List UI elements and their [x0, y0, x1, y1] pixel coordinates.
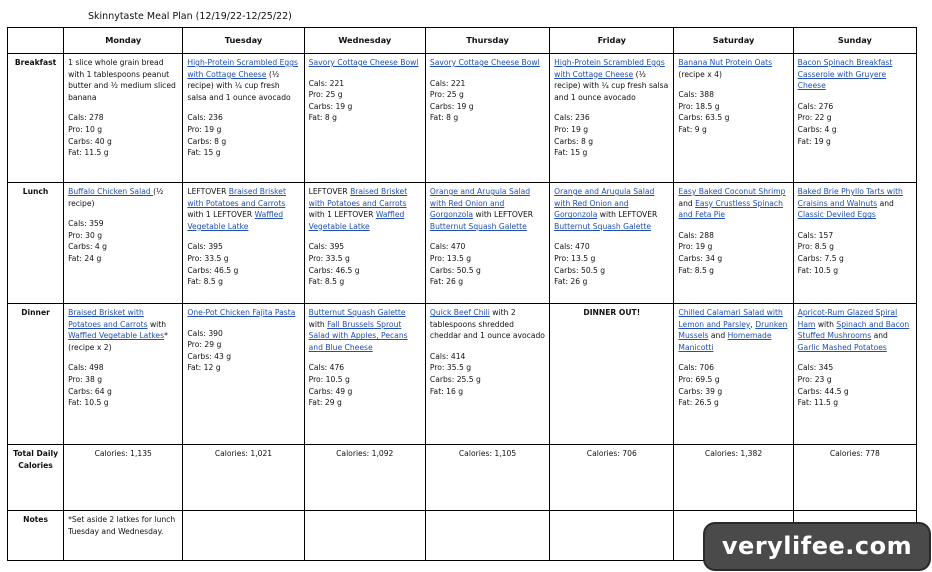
nutrition-facts	[554, 112, 669, 158]
meal-text: (recipe x 4)	[678, 69, 722, 79]
meal-description	[554, 57, 669, 103]
total-row	[8, 445, 917, 511]
lunch-row	[8, 183, 917, 304]
nutrition-cals: Cals: 388	[678, 90, 714, 100]
nutrition-carbs: Carbs: 40 g	[68, 136, 112, 146]
recipe-link[interactable]: Banana Nut Protein Oats	[678, 58, 773, 67]
recipe-link[interactable]: Braised Brisket with Potatoes and Carrots	[187, 187, 286, 208]
nutrition-facts	[309, 78, 421, 124]
meal-cell	[64, 183, 183, 304]
nutrition-pro: Pro: 19 g	[187, 124, 222, 134]
meal-description	[187, 307, 299, 319]
meal-cell	[183, 304, 304, 445]
meal-text: LEFTOVER	[187, 187, 229, 196]
recipe-link[interactable]: Waffled Vegetable Latke	[308, 210, 405, 231]
recipe-link[interactable]: Butternut Squash Galette	[429, 221, 527, 231]
nutrition-pro: Pro: 30 g	[68, 230, 103, 240]
meal-cell	[304, 304, 425, 445]
nutrition-facts	[554, 241, 669, 287]
nutrition-pro: Pro: 25 g	[429, 90, 464, 100]
row-label-total: Total Daily Calories	[8, 445, 64, 511]
meal-cell	[183, 54, 304, 183]
recipe-link[interactable]: Easy Baked Coconut Shrimp	[678, 187, 786, 196]
recipe-link[interactable]: Butternut Squash Galette	[554, 221, 652, 231]
nutrition-fat: Fat: 15 g	[187, 148, 221, 158]
meal-cell	[425, 54, 549, 183]
nutrition-pro: Pro: 10.5 g	[308, 374, 350, 384]
meal-description	[798, 57, 912, 92]
day-header: Friday	[550, 28, 674, 54]
meal-description	[309, 186, 421, 232]
nutrition-carbs: Carbs: 50.5 g	[554, 265, 606, 275]
nutrition-cals: Cals: 345	[797, 363, 834, 373]
meal-description	[678, 186, 788, 221]
meal-description	[430, 186, 545, 232]
nutrition-fat: Fat: 16 g	[429, 386, 464, 396]
nutrition-carbs: Carbs: 64 g	[68, 386, 112, 396]
nutrition-carbs: Carbs: 49 g	[308, 386, 353, 396]
nutrition-carbs: Carbs: 46.5 g	[187, 265, 239, 275]
day-header: Wednesday	[304, 28, 425, 54]
nutrition-cals: Cals: 278	[68, 113, 104, 123]
recipe-link[interactable]: Savory Cottage Cheese Bowl	[429, 58, 540, 67]
meal-cell	[674, 183, 793, 304]
nutrition-fat: Fat: 9 g	[678, 124, 707, 134]
meal-cell	[550, 54, 674, 183]
row-label-dinner: Dinner	[8, 304, 64, 445]
meal-description	[430, 57, 545, 69]
total-calories: Calories: 706	[550, 445, 674, 511]
nutrition-cals: Cals: 395	[308, 242, 345, 252]
nutrition-facts	[68, 218, 178, 264]
nutrition-carbs: Carbs: 19 g	[308, 101, 353, 111]
nutrition-cals: Cals: 706	[678, 363, 714, 373]
meal-cell	[550, 304, 674, 445]
watermark-badge	[705, 524, 929, 569]
nutrition-pro: Pro: 69.5 g	[678, 374, 720, 384]
nutrition-facts	[68, 112, 178, 158]
nutrition-pro: Pro: 33.5 g	[187, 253, 229, 263]
nutrition-pro: Pro: 19 g	[554, 124, 589, 134]
nutrition-cals: Cals: 476	[308, 363, 345, 373]
meal-cell	[64, 54, 183, 183]
recipe-link[interactable]: Savory Cottage Cheese Bowl	[308, 58, 419, 67]
meal-plan-table	[7, 27, 917, 561]
recipe-link[interactable]: High-Protein Scrambled Eggs with Cottage Cheese	[554, 58, 665, 79]
nutrition-fat: Fat: 8 g	[308, 113, 337, 123]
nutrition-carbs: Carbs: 46.5 g	[308, 265, 360, 275]
day-header: Sunday	[793, 28, 916, 54]
recipe-link[interactable]: Orange and Arugula Salad with Red Onion and Gorgonzola	[554, 187, 655, 220]
nutrition-pro: Pro: 10 g	[68, 124, 103, 134]
meal-cell	[64, 304, 183, 445]
dinner-out-label: DINNER OUT!	[583, 308, 641, 317]
meal-cell	[425, 304, 549, 445]
meal-cell	[793, 183, 916, 304]
nutrition-carbs: Carbs: 8 g	[554, 136, 594, 146]
meal-description	[68, 307, 178, 353]
meal-description	[309, 307, 421, 353]
nutrition-fat: Fat: 19 g	[797, 136, 831, 146]
meal-description	[309, 57, 421, 69]
note-cell	[425, 511, 549, 561]
recipe-link[interactable]: Easy Crustless Spinach and Feta Pie	[678, 198, 783, 220]
recipe-link[interactable]: Apricot-Rum Glazed Spiral Ham	[797, 308, 898, 329]
nutrition-fat: Fat: 8.5 g	[187, 277, 223, 287]
nutrition-pro: Pro: 22 g	[797, 113, 832, 123]
nutrition-facts	[678, 89, 788, 135]
meal-text: and	[871, 331, 888, 341]
meal-cell	[674, 304, 793, 445]
meal-text: with LEFTOVER	[473, 210, 534, 220]
nutrition-cals: Cals: 221	[308, 78, 345, 88]
nutrition-pro: Pro: 29 g	[187, 340, 222, 350]
meal-text: with 1 LEFTOVER	[187, 210, 255, 220]
nutrition-facts	[187, 241, 299, 287]
watermark-text: verylifee.com	[721, 532, 913, 560]
meal-cell	[304, 54, 425, 183]
nutrition-fat: Fat: 24 g	[68, 253, 102, 263]
corner-cell	[8, 28, 64, 54]
note-cell	[183, 511, 304, 561]
recipe-link[interactable]: Orange and Arugula Salad with Red Onion and Gorgonzola	[429, 187, 531, 220]
recipe-link[interactable]: Braised Brisket with Potatoes and Carrots	[68, 308, 148, 329]
meal-text: and	[708, 331, 728, 341]
meal-text: (½ recipe) with ¼ cup fresh salsa and 1 ounce avocado	[187, 69, 291, 102]
meal-text: with 1 LEFTOVER	[308, 210, 376, 220]
nutrition-cals: Cals: 236	[554, 113, 590, 123]
nutrition-cals: Cals: 288	[678, 230, 714, 240]
meal-description	[554, 186, 669, 232]
nutrition-cals: Cals: 395	[187, 242, 223, 252]
nutrition-pro: Pro: 23 g	[797, 374, 832, 384]
nutrition-pro: Pro: 25 g	[308, 90, 343, 100]
nutrition-facts	[187, 112, 299, 158]
nutrition-cals: Cals: 157	[797, 230, 834, 240]
nutrition-facts	[430, 241, 545, 287]
meal-cell	[183, 183, 304, 304]
note-cell	[304, 511, 425, 561]
nutrition-cals: Cals: 390	[187, 328, 223, 338]
nutrition-carbs: Carbs: 50.5 g	[429, 265, 481, 275]
nutrition-fat: Fat: 8 g	[429, 113, 459, 123]
nutrition-cals: Cals: 221	[429, 78, 466, 88]
day-header: Thursday	[425, 28, 549, 54]
total-calories: Calories: 1,105	[425, 445, 549, 511]
meal-description	[68, 186, 178, 209]
meal-description	[68, 57, 178, 103]
nutrition-carbs: Carbs: 44.5 g	[797, 386, 849, 396]
nutrition-facts	[798, 101, 912, 147]
nutrition-pro: Pro: 18.5 g	[678, 101, 720, 111]
nutrition-carbs: Carbs: 34 g	[678, 253, 723, 263]
recipe-link[interactable]: Homemade Manicotti	[678, 331, 772, 352]
total-calories: Calories: 1,021	[183, 445, 304, 511]
nutrition-fat: Fat: 12 g	[187, 363, 221, 373]
meal-description	[678, 57, 788, 80]
day-header: Monday	[64, 28, 183, 54]
nutrition-fat: Fat: 11.5 g	[68, 148, 109, 158]
meal-text: with	[308, 319, 328, 329]
meal-cell	[425, 183, 549, 304]
nutrition-facts	[309, 362, 421, 408]
recipe-link[interactable]: Waffled Vegetable Latke	[187, 210, 284, 231]
nutrition-facts	[309, 241, 421, 287]
page-title: Skinnytaste Meal Plan (12/19/22-12/25/22)	[88, 11, 292, 22]
nutrition-pro: Pro: 35.5 g	[429, 363, 472, 373]
nutrition-pro: Pro: 33.5 g	[308, 253, 350, 263]
meal-text: and	[877, 198, 894, 208]
nutrition-carbs: Carbs: 39 g	[678, 386, 723, 396]
nutrition-carbs: Carbs: 19 g	[429, 101, 474, 111]
meal-description	[798, 186, 912, 221]
nutrition-facts	[678, 230, 788, 276]
meal-description	[187, 57, 299, 103]
recipe-link[interactable]: Spinach and Bacon Stuffed Mushrooms	[797, 319, 910, 341]
nutrition-cals: Cals: 236	[187, 113, 223, 123]
meal-cell	[793, 304, 916, 445]
recipe-link[interactable]: Classic Deviled Eggs	[797, 210, 876, 220]
recipe-link[interactable]: Braised Brisket with Potatoes and Carrots	[308, 187, 408, 208]
meal-text: LEFTOVER	[308, 187, 351, 196]
nutrition-carbs: Carbs: 63.5 g	[678, 113, 730, 123]
meal-description	[187, 186, 299, 232]
nutrition-carbs: Carbs: 4 g	[797, 124, 837, 134]
row-label-lunch: Lunch	[8, 183, 64, 304]
meal-text: ,	[750, 319, 756, 329]
total-calories: Calories: 1,092	[304, 445, 425, 511]
meal-text: 1 slice whole grain bread with 1 tablespoons peanut butter and ½ medium sliced banana	[68, 58, 176, 102]
nutrition-facts	[430, 78, 545, 124]
meal-description	[678, 307, 788, 353]
nutrition-facts	[187, 328, 299, 374]
nutrition-fat: Fat: 29 g	[308, 398, 342, 408]
nutrition-pro: Pro: 19 g	[678, 242, 713, 252]
nutrition-facts	[678, 362, 788, 408]
nutrition-pro: Pro: 38 g	[68, 374, 103, 384]
recipe-link[interactable]: Fall Brussels Sprout Salad with Apples, Pecans and Blue Cheese	[308, 319, 408, 352]
day-header: Saturday	[674, 28, 793, 54]
meal-text: with	[147, 319, 167, 329]
nutrition-facts	[68, 362, 178, 408]
recipe-link[interactable]: Drunken Mussels	[678, 319, 788, 341]
meal-cell	[674, 54, 793, 183]
recipe-link[interactable]: Waffled Vegetable Latkes	[68, 331, 165, 341]
note-cell: *Set aside 2 latkes for lunch Tuesday and Wednesday.	[64, 511, 183, 561]
nutrition-cals: Cals: 359	[68, 219, 104, 229]
meal-description	[798, 307, 912, 353]
nutrition-facts	[798, 230, 912, 276]
breakfast-row	[8, 54, 917, 183]
meal-text: * (recipe x 2)	[68, 331, 168, 352]
nutrition-pro: Pro: 13.5 g	[429, 253, 472, 263]
meal-text: and	[678, 198, 696, 208]
meal-cell	[550, 183, 674, 304]
meal-cell	[793, 54, 916, 183]
nutrition-carbs: Carbs: 25.5 g	[429, 374, 481, 384]
meal-text: (½ recipe) with ¼ cup fresh salsa and 1 ounce avocado	[554, 69, 669, 102]
nutrition-cals: Cals: 414	[429, 351, 466, 361]
nutrition-carbs: Carbs: 43 g	[187, 351, 232, 361]
nutrition-carbs: Carbs: 8 g	[187, 136, 227, 146]
nutrition-pro: Pro: 8.5 g	[797, 242, 835, 252]
nutrition-fat: Fat: 26.5 g	[678, 398, 719, 408]
nutrition-fat: Fat: 26 g	[429, 277, 464, 287]
meal-text: (½ recipe)	[68, 187, 164, 208]
dinner-row	[8, 304, 917, 445]
total-calories: Calories: 778	[793, 445, 916, 511]
recipe-link[interactable]: Butternut Squash Galette	[308, 308, 406, 317]
total-calories: Calories: 1,382	[674, 445, 793, 511]
meal-text: with LEFTOVER	[597, 210, 658, 220]
nutrition-fat: Fat: 10.5 g	[797, 265, 839, 275]
recipe-link[interactable]: Garlic Mashed Potatoes	[797, 342, 887, 352]
meal-description	[430, 307, 545, 342]
header-row	[8, 28, 917, 54]
nutrition-fat: Fat: 8.5 g	[308, 277, 345, 287]
nutrition-cals: Cals: 470	[554, 242, 590, 252]
nutrition-carbs: Carbs: 7.5 g	[797, 253, 844, 263]
day-header: Tuesday	[183, 28, 304, 54]
recipe-link[interactable]: Baked Brie Phyllo Tarts with Craisins and Walnuts	[797, 187, 903, 208]
nutrition-fat: Fat: 8.5 g	[678, 265, 715, 275]
nutrition-fat: Fat: 10.5 g	[68, 398, 109, 408]
meal-text: with 2 tablespoons shredded cheddar and 1 ounce avocado	[429, 308, 545, 341]
recipe-link[interactable]: Quick Beef Chili	[429, 308, 490, 317]
nutrition-cals: Cals: 276	[797, 101, 834, 111]
nutrition-cals: Cals: 470	[429, 242, 466, 252]
row-label-breakfast: Breakfast	[8, 54, 64, 183]
note-cell	[550, 511, 674, 561]
total-calories: Calories: 1,135	[64, 445, 183, 511]
recipe-link[interactable]: Chilled Calamari Salad with Lemon and Parsley	[678, 308, 783, 329]
nutrition-fat: Fat: 15 g	[554, 148, 588, 158]
nutrition-facts	[430, 351, 545, 397]
recipe-link[interactable]: One-Pot Chicken Fajita Pasta	[187, 308, 296, 317]
recipe-link[interactable]: High-Protein Scrambled Eggs with Cottage Cheese	[187, 58, 298, 79]
nutrition-carbs: Carbs: 4 g	[68, 242, 108, 252]
nutrition-pro: Pro: 13.5 g	[554, 253, 596, 263]
recipe-link[interactable]: Buffalo Chicken Salad	[68, 187, 154, 196]
nutrition-cals: Cals: 498	[68, 363, 104, 373]
meal-text: with	[815, 319, 837, 329]
recipe-link[interactable]: Bacon Spinach Breakfast Casserole with Gruyere Cheese	[797, 58, 893, 91]
meal-cell	[304, 183, 425, 304]
nutrition-fat: Fat: 11.5 g	[797, 398, 839, 408]
nutrition-facts	[798, 362, 912, 408]
nutrition-fat: Fat: 26 g	[554, 277, 588, 287]
row-label-notes: Notes	[8, 511, 64, 561]
